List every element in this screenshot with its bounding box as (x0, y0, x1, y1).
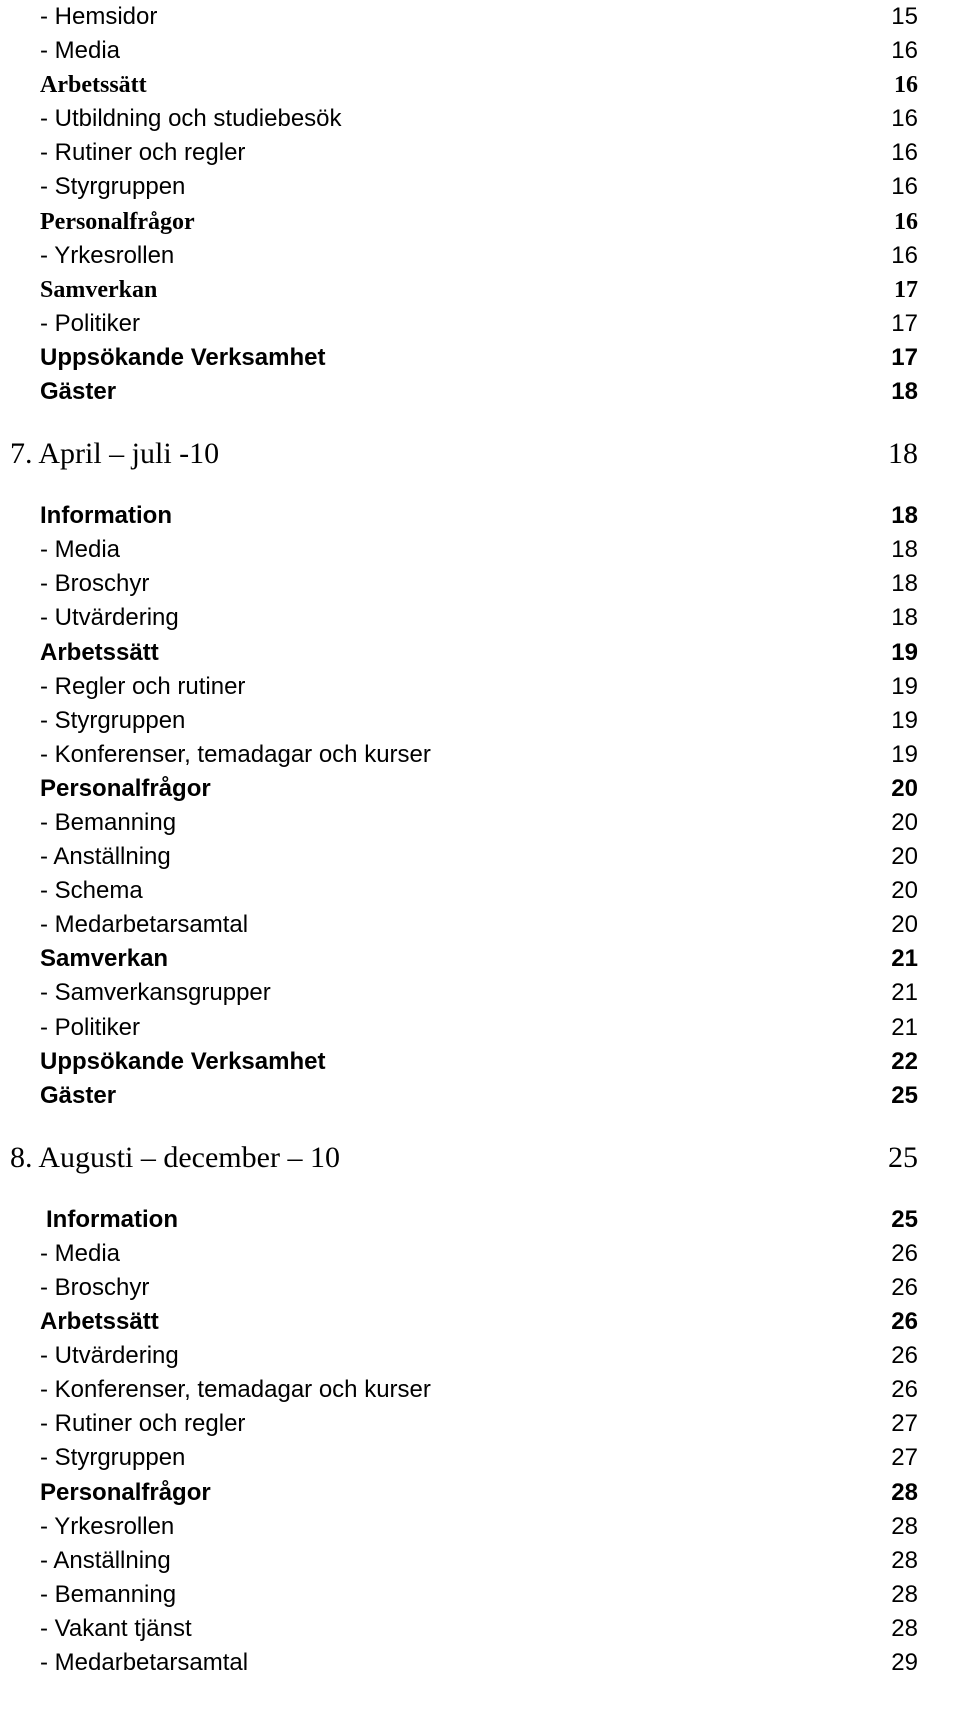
toc-section-entry (0, 341, 960, 375)
toc-entry-label: - Bemanning (40, 1580, 177, 1608)
toc-page-number: 25 (891, 1081, 918, 1109)
toc-subentry (0, 976, 960, 1010)
toc-page-number: 18 (891, 536, 918, 564)
toc-entry-label: Samverkan (40, 945, 169, 973)
toc-page-number: 16 (894, 208, 918, 235)
toc-page-number: 27 (891, 1444, 918, 1472)
toc-page-number: 28 (891, 1512, 918, 1540)
toc-subentry (0, 1271, 960, 1305)
toc-entry-label: - Konferenser, temadagar och kurser (40, 740, 431, 768)
toc-entry-label: - Samverkansgrupper (40, 979, 271, 1007)
toc-entry-label: Personalfrågor (40, 208, 195, 235)
toc-entry-label: - Styrgruppen (40, 706, 186, 734)
toc-page-number: 16 (891, 105, 918, 133)
toc-entry-label: - Yrkesrollen (40, 241, 175, 269)
toc-entry-label: - Politiker (40, 1013, 141, 1041)
toc-page-number: 19 (891, 638, 918, 666)
toc-entry-label: - Medarbetarsamtal (40, 911, 249, 939)
toc-subentry (0, 533, 960, 567)
toc-page-number: 21 (891, 979, 918, 1007)
toc-page-number: 29 (891, 1649, 918, 1677)
toc-entry-label: Uppsökande Verksamhet (40, 1047, 326, 1075)
toc-page-number: 28 (891, 1614, 918, 1642)
toc-page-number: 19 (891, 672, 918, 700)
toc-entry-label: - Regler och rutiner (40, 672, 246, 700)
toc-subentry (0, 1510, 960, 1544)
toc-page-number: 28 (891, 1580, 918, 1608)
toc-entry-label: - Broschyr (40, 1274, 150, 1301)
toc-page-number: 15 (891, 3, 918, 30)
toc-page-number: 18 (891, 570, 918, 598)
toc-page-number: 16 (891, 37, 918, 65)
toc-entry-label: - Media (40, 536, 121, 564)
toc-subentry (0, 1646, 960, 1680)
toc-page-number: 17 (891, 309, 918, 337)
toc-section-entry (0, 1305, 960, 1339)
toc-entry-label: - Bemanning (40, 808, 177, 836)
toc-section-entry (0, 375, 960, 409)
toc-page-number: 19 (891, 706, 918, 734)
toc-entry-label: - Rutiner och regler (40, 1410, 246, 1438)
toc-entry-label: - Yrkesrollen (40, 1512, 175, 1540)
toc-subentry (0, 170, 960, 204)
toc-entry-label: - Utvärdering (40, 1342, 179, 1370)
toc-subentry (0, 1441, 960, 1475)
toc-group-2 (0, 499, 960, 1113)
toc-page-number: 16 (894, 72, 918, 99)
toc-page-number: 17 (891, 343, 918, 371)
toc-entry-label: Gäster (40, 1081, 117, 1109)
chapter-page-number: 18 (888, 437, 918, 471)
toc-page-number: 26 (891, 1376, 918, 1404)
toc-subentry (0, 1011, 960, 1045)
toc-entry-label: - Media (40, 37, 121, 65)
toc-page-number: 28 (891, 1546, 918, 1574)
chapter-heading (0, 433, 960, 475)
toc-subentry (0, 239, 960, 273)
toc-entry-label: Arbetssätt (40, 638, 159, 666)
toc-section-entry (0, 499, 960, 533)
toc-section-entry (0, 1476, 960, 1510)
toc-page-number: 16 (891, 241, 918, 269)
toc-subentry (0, 1407, 960, 1441)
toc-page-number: 21 (891, 1013, 918, 1041)
chapter-page-number: 25 (888, 1140, 918, 1174)
toc-page-number: 20 (891, 911, 918, 939)
toc-page-number: 20 (891, 843, 918, 871)
toc-section-entry (0, 273, 960, 307)
toc-entry-label: Personalfrågor (40, 774, 211, 802)
toc-subentry (0, 908, 960, 942)
toc-subentry (0, 1578, 960, 1612)
chapter-title: 8. Augusti – december – 10 (10, 1140, 340, 1174)
toc-entry-label: Arbetssätt (40, 1308, 159, 1336)
toc-entry-label: - Konferenser, temadagar och kurser (40, 1376, 431, 1404)
toc-subentry (0, 102, 960, 136)
toc-entry-label: - Utvärdering (40, 604, 179, 632)
toc-entry-label: - Politiker (40, 309, 141, 337)
toc-entry-label: Uppsökande Verksamhet (40, 343, 326, 371)
toc-section-entry (0, 1203, 960, 1237)
toc-page-number: 16 (891, 139, 918, 167)
toc-page-number: 21 (891, 945, 918, 973)
toc-entry-label: - Rutiner och regler (40, 139, 246, 167)
toc-entry-label: - Styrgruppen (40, 173, 186, 201)
toc-page-number: 16 (891, 173, 918, 201)
toc-subentry (0, 1339, 960, 1373)
toc-section-entry (0, 636, 960, 670)
toc-page-number: 22 (891, 1047, 918, 1075)
toc-entry-label: - Broschyr (40, 570, 150, 598)
toc-entry-label: - Hemsidor (40, 3, 158, 30)
toc-page-number: 17 (894, 276, 918, 303)
toc-section-entry (0, 942, 960, 976)
toc-entry-label: - Vakant tjänst (40, 1614, 192, 1642)
toc-subentry (0, 840, 960, 874)
toc-subentry (0, 136, 960, 170)
toc-page-number: 26 (891, 1342, 918, 1370)
toc-section-entry (0, 1045, 960, 1079)
toc-subentry (0, 874, 960, 908)
toc-entry-label: - Anställning (40, 1546, 171, 1574)
toc-subentry (0, 34, 960, 68)
chapter-heading (0, 1137, 960, 1179)
toc-entry-label: - Utbildning och studiebesök (40, 105, 342, 133)
toc-entry-label: - Medarbetarsamtal (40, 1649, 249, 1677)
toc-entry-label: Information (46, 1205, 178, 1233)
toc-entry-label: Gäster (40, 378, 117, 406)
toc-page-number: 20 (891, 877, 918, 905)
toc-page-number: 18 (891, 502, 918, 530)
toc-subentry (0, 806, 960, 840)
toc-group-3 (0, 1203, 960, 1680)
toc-page-number: 28 (891, 1478, 918, 1506)
toc-section-entry (0, 68, 960, 102)
toc-section-entry (0, 1079, 960, 1113)
toc-page-number: 20 (891, 808, 918, 836)
toc-page-number: 27 (891, 1410, 918, 1438)
toc-subentry (0, 1612, 960, 1646)
toc-subentry (0, 1544, 960, 1578)
toc-entry-label: Personalfrågor (40, 1478, 211, 1506)
toc-section-entry (0, 772, 960, 806)
toc-subentry (0, 704, 960, 738)
chapter-title: 7. April – juli -10 (10, 437, 220, 471)
toc-entry-label: - Schema (40, 877, 143, 905)
toc-page-number: 25 (891, 1205, 918, 1233)
toc-subentry (0, 0, 960, 34)
toc-entry-label: Arbetssätt (40, 72, 147, 99)
toc-subentry (0, 1373, 960, 1407)
toc-page-number: 19 (891, 740, 918, 768)
toc-entry-label: Information (40, 502, 172, 530)
toc-page-number: 26 (891, 1239, 918, 1267)
toc-subentry (0, 670, 960, 704)
toc-page-number: 18 (891, 604, 918, 632)
toc-group-1 (0, 0, 960, 409)
toc-subentry (0, 307, 960, 341)
toc-subentry (0, 601, 960, 635)
toc-subentry (0, 567, 960, 601)
toc-subentry (0, 1237, 960, 1271)
toc-page-number: 26 (891, 1308, 918, 1336)
toc-page-number: 26 (891, 1274, 918, 1301)
toc-entry-label: - Media (40, 1239, 121, 1267)
toc-entry-label: - Anställning (40, 843, 171, 871)
toc-page-number: 18 (891, 378, 918, 406)
toc-entry-label: - Styrgruppen (40, 1444, 186, 1472)
toc-section-entry (0, 205, 960, 239)
toc-entry-label: Samverkan (40, 276, 158, 303)
toc-page-number: 20 (891, 774, 918, 802)
toc-subentry (0, 738, 960, 772)
